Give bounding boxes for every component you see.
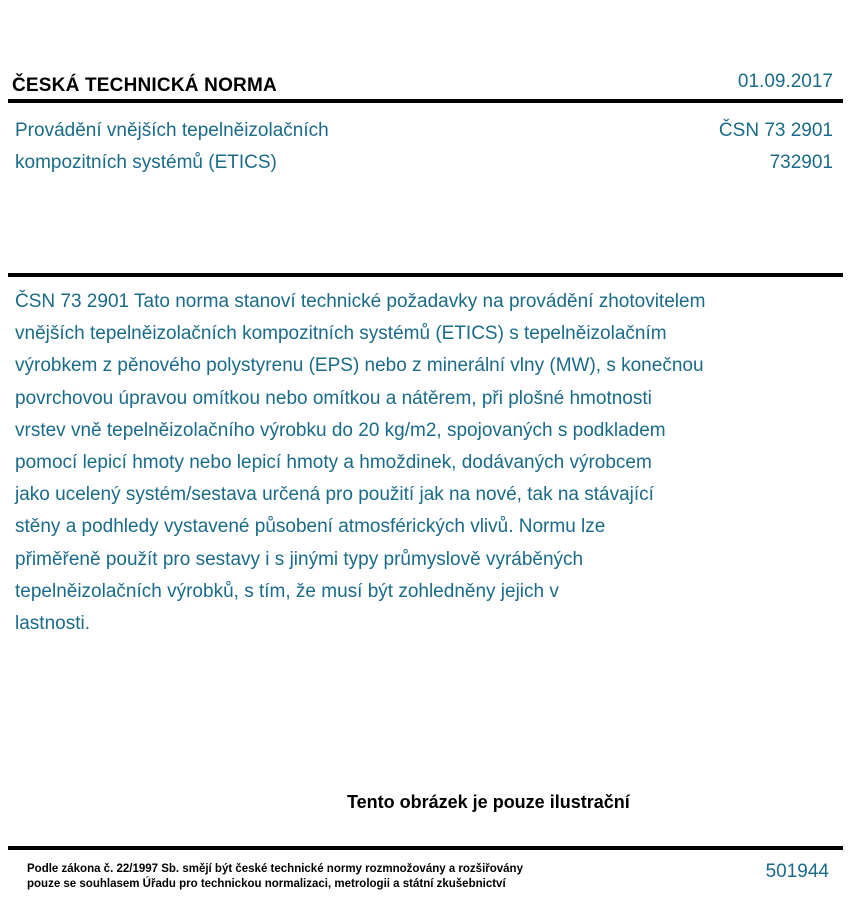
standard-title-line-2: kompozitních systémů (ETICS) [15, 152, 277, 173]
abstract-line: vrstev vně tepelněizolačního výrobku do 20 kg/m2, spojovaných s podkladem [15, 419, 666, 441]
legal-notice [27, 862, 523, 892]
header-rule [8, 99, 843, 103]
standard-identifiers [719, 115, 833, 179]
catalog-number: 732901 [769, 152, 833, 173]
abstract-line: vnějších tepelněizolačních kompozitních systémů (ETICS) s tepelněizolačním [15, 323, 667, 345]
abstract-line: tepelněizolačních výrobků, s tím, že musí být zohledněny jejich v [15, 580, 559, 602]
document-type-title: ČESKÁ TECHNICKÁ NORMA [12, 75, 277, 96]
abstract-line: povrchovou úpravou omítkou nebo omítkou a nátěrem, při plošné hmotnosti [15, 387, 652, 409]
abstract-line: jako ucelený systém/sestava určená pro použití jak na nové, tak na stávající [15, 484, 654, 506]
standard-title-line-1: Provádění vnějších tepelněizolačních [15, 120, 329, 141]
abstract-line: lastnosti. [15, 613, 90, 635]
abstract-line: ČSN 73 2901 Tato norma stanoví technické požadavky na provádění zhotovitelem [15, 291, 706, 312]
document-number: 501944 [765, 861, 829, 882]
publication-date: 01.09.2017 [737, 71, 833, 92]
section-rule [8, 273, 843, 277]
standard-code: ČSN 73 2901 [718, 120, 833, 141]
abstract-text [15, 286, 815, 640]
legal-notice-line: pouze se souhlasem Úřadu pro technickou normalizaci, metrologii a státní zkušebnictví [27, 878, 506, 890]
abstract-line: stěny a podhledy vystavené působení atmosférických vlivů. Normu lze [15, 516, 606, 538]
standard-title [15, 115, 329, 179]
illustration-note: Tento obrázek je pouze ilustrační [347, 792, 630, 812]
abstract-line: pomocí lepicí hmoty nebo lepicí hmoty a hmoždinek, dodávaných výrobcem [15, 452, 652, 474]
footer-rule [8, 846, 843, 850]
abstract-line: přiměřeně použít pro sestavy i s jinými typy průmyslově vyráběných [15, 548, 584, 570]
legal-notice-line: Podle zákona č. 22/1997 Sb. smějí být české technické normy rozmnožovány a rozšiřovány [27, 863, 523, 875]
abstract-line: výrobkem z pěnového polystyrenu (EPS) nebo z minerální vlny (MW), s konečnou [15, 355, 704, 377]
